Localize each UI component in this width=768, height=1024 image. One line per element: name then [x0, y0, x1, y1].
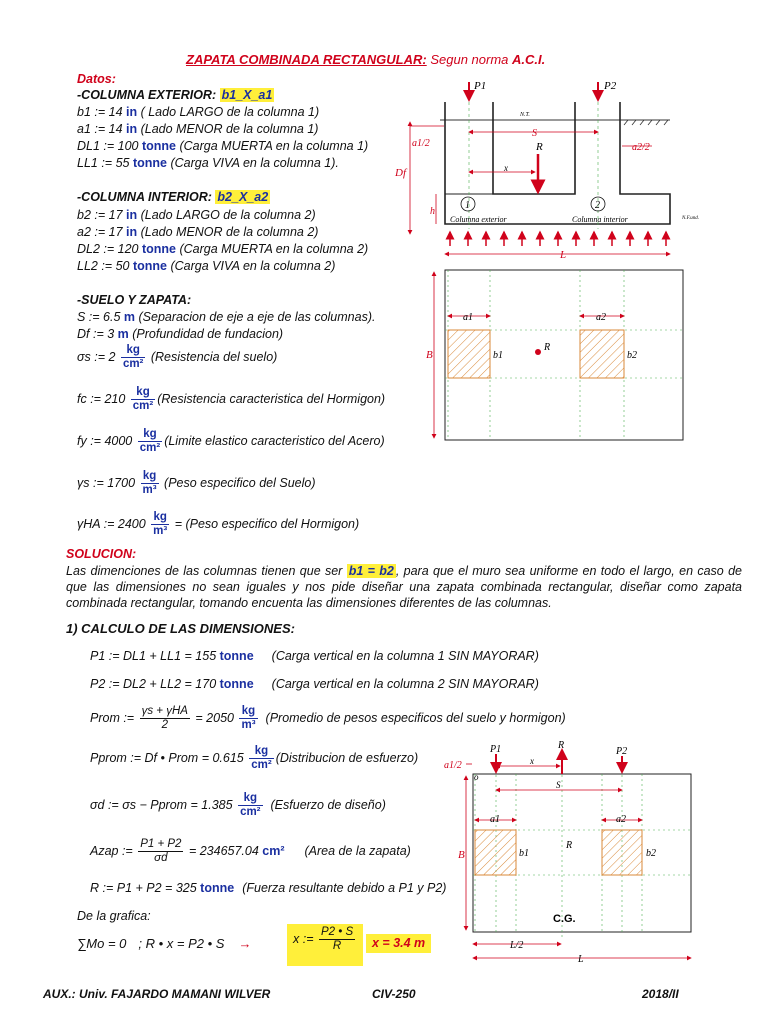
calc-pprom-lhs: Pprom := Df • Prom = 0.615	[90, 750, 248, 765]
cg-p1-label: P1	[490, 744, 502, 755]
calc-moment-eq	[77, 935, 251, 952]
cg-origin-label: o	[474, 772, 479, 782]
var-dl2	[77, 241, 368, 258]
a1-unit: in	[126, 122, 138, 136]
b2-unit: in	[126, 208, 138, 222]
b1-plan-label: b1	[493, 350, 503, 361]
var-a2	[77, 224, 318, 241]
fc-units	[131, 386, 155, 413]
b1-lhs: b1 := 14	[77, 105, 126, 119]
fy-desc: (Limite elastico caracteristico del Acero)	[164, 433, 385, 448]
fy-lhs: fy := 4000	[77, 433, 136, 448]
title-norm: A.C.I.	[512, 52, 546, 67]
df-unit: m	[117, 327, 129, 341]
fy-den: cm²	[139, 442, 161, 454]
calc-prom-units	[239, 705, 257, 732]
title-subtitle: Segun norma	[426, 52, 512, 67]
calc-p2	[90, 676, 539, 693]
var-ll1	[77, 155, 339, 172]
solucion-paragraph	[66, 563, 742, 611]
nfund-label: N.F.und.	[682, 216, 699, 221]
calc-pprom-den: cm²	[251, 759, 272, 771]
cg-r2-label: R	[566, 840, 573, 851]
solucion-text-2: , para que el muro sea uniforme en todo el largo, en caso de que las dimensiones no sean iguales y nos pide diseñar una zapata combinada rectangular, diseñar como zapata combinada rectangular, tomando encuenta las dimensiones diferentes de las columnas.	[66, 564, 742, 610]
nt-label: N.T.	[520, 112, 530, 118]
var-b1	[77, 104, 319, 121]
page-title	[186, 52, 545, 67]
var-s	[77, 309, 375, 326]
datos-heading: Datos:	[77, 72, 116, 86]
b2-lhs: b2 := 17	[77, 208, 126, 222]
b2-desc: (Lado LARGO de la columna 2)	[137, 208, 316, 222]
calc-r	[90, 880, 446, 897]
sigma-s-lhs: σs := 2	[77, 349, 119, 364]
gamma-s-units	[141, 470, 159, 497]
var-gamma-s	[77, 470, 316, 497]
p2-label: P2	[604, 80, 617, 92]
calc-p1-unit: tonne	[219, 649, 254, 663]
calc-pprom-desc: (Distribucion de esfuerzo)	[275, 750, 419, 765]
sigma-s-units	[121, 344, 145, 371]
cg-a1-half-label: a1/2	[444, 760, 462, 771]
x-formula-fraction	[319, 926, 355, 953]
var-ll2	[77, 258, 335, 275]
h-label: h	[430, 206, 435, 217]
calc-pprom-num: kg	[249, 745, 273, 759]
x-formula-den: R	[332, 940, 342, 952]
a2-desc: (Lado MENOR de la columna 2)	[137, 225, 319, 239]
calc-prom-lhs: Prom :=	[90, 710, 138, 725]
calc-arrow: →	[238, 936, 252, 951]
calc-prom-fden: 2	[161, 719, 168, 731]
cg-column-1	[475, 830, 516, 875]
col-ext-heading-text: -COLUMNA EXTERIOR:	[77, 88, 220, 102]
b1-unit: in	[126, 105, 138, 119]
cg-label: C.G.	[553, 913, 576, 925]
sigma-s-num: kg	[121, 344, 145, 358]
solucion-text-1: Las dimenciones de las columnas tienen que ser	[66, 564, 347, 578]
col1-number: 1	[465, 200, 470, 211]
calc-sigma-d-num: kg	[238, 792, 262, 806]
calc-p1-desc: (Carga vertical en la columna 1 SIN MAYORAR)	[271, 649, 539, 663]
cg-s-label: S	[556, 780, 561, 790]
cg-b2-label: b2	[646, 848, 656, 859]
col2-text: Columna interior	[572, 215, 628, 224]
gamma-ha-lhs: γHA := 2400	[77, 516, 150, 531]
x-result-box: x = 3.4 m	[366, 934, 431, 953]
dl2-desc: (Carga MUERTA en la columna 2)	[176, 242, 369, 256]
r-label: R	[536, 141, 543, 153]
calc-azap-fraction	[138, 838, 183, 865]
calc-prom	[90, 705, 566, 732]
a2-half-label: a2/2	[632, 142, 650, 153]
x-formula-lhs: x :=	[293, 932, 317, 946]
var-gamma-ha	[77, 511, 359, 538]
calc-azap-fden: σd	[154, 852, 168, 864]
grafica-label: De la grafica:	[77, 909, 151, 923]
dl1-desc: (Carga MUERTA en la columna 1)	[176, 139, 369, 153]
calc-p2-desc: (Carga vertical en la columna 2 SIN MAYORAR)	[271, 677, 539, 691]
a2-lhs: a2 := 17	[77, 225, 126, 239]
ll1-unit: tonne	[132, 156, 167, 170]
cg-x-label: x	[530, 756, 534, 766]
calc-r-desc: (Fuerza resultante debido a P1 y P2)	[242, 881, 447, 895]
calc-prom-mid: = 2050	[191, 710, 238, 725]
p1-label: P1	[474, 80, 487, 92]
calc-sigma-d	[90, 792, 386, 819]
gamma-ha-desc: = (Peso especifico del Hormigon)	[171, 516, 360, 531]
calc-mo: ∑Mo = 0	[77, 936, 127, 951]
fy-units	[138, 428, 162, 455]
calc-prom-den: m³	[241, 719, 256, 731]
footer-term: 2018/II	[642, 987, 679, 1001]
calc-prom-fnum: γs + γHA	[141, 705, 188, 717]
resultant-point	[535, 349, 541, 355]
dl2-unit: tonne	[141, 242, 177, 256]
ll1-desc: (Carga VIVA en la columna 1).	[166, 156, 339, 170]
var-df	[77, 326, 283, 343]
col1-text: Columna exterior	[450, 215, 507, 224]
calc-p2-lhs: P2 := DL2 + LL2 = 170	[90, 677, 220, 691]
calc-azap-lhs: Azap :=	[90, 843, 137, 858]
solucion-condition: b1 = b2	[348, 564, 394, 578]
col-ext-heading	[77, 87, 274, 104]
calc-prom-num: kg	[239, 705, 257, 719]
calc-r-lhs: R := P1 + P2 = 325	[90, 881, 201, 895]
b2-plan-label: b2	[627, 350, 637, 361]
cg-diagram	[440, 740, 700, 965]
calc-sigma-d-lhs: σd := σs − Pprom = 1.385	[90, 797, 237, 812]
s-desc: (Separacion de eje a eje de las columnas).	[135, 310, 376, 324]
a2-unit: in	[126, 225, 138, 239]
footer-author: AUX.: Univ. FAJARDO MAMANI WILVER	[43, 987, 271, 1001]
col-int-heading-text: -COLUMNA INTERIOR:	[77, 190, 216, 204]
gamma-s-den: m³	[142, 484, 157, 496]
calc-pprom-units	[249, 745, 273, 772]
calc-rx: ; R • x = P2 • S	[138, 936, 225, 951]
gamma-ha-units	[151, 511, 169, 538]
fc-den: cm²	[132, 400, 154, 412]
sigma-s-desc: (Resistencia del suelo)	[147, 349, 278, 364]
calc-prom-desc: (Promedio de pesos especificos del suelo y hormigon)	[265, 710, 566, 725]
calc-azap-mid: = 234657.04	[185, 843, 263, 858]
cg-p2-label: P2	[616, 746, 628, 757]
fc-lhs: fc := 210	[77, 391, 129, 406]
gamma-ha-den: m³	[153, 525, 168, 537]
s-unit: m	[123, 310, 136, 324]
a1-half-label: a1/2	[412, 138, 430, 149]
l-label: L	[560, 249, 567, 261]
var-fy	[77, 428, 385, 455]
dl2-lhs: DL2 := 120	[77, 242, 142, 256]
col-int-tag: b2_X_a2	[217, 190, 269, 204]
var-fc	[77, 386, 385, 413]
calc-r-unit: tonne	[200, 881, 235, 895]
col-int-heading	[77, 189, 270, 206]
calc-sigma-d-units	[238, 792, 262, 819]
ll1-lhs: LL1 := 55	[77, 156, 133, 170]
calc-sigma-d-den: cm²	[240, 806, 261, 818]
gamma-s-desc: (Peso especifico del Suelo)	[160, 475, 316, 490]
cg-b1-label: b1	[519, 848, 529, 859]
ll2-lhs: LL2 := 50	[77, 259, 133, 273]
fc-num: kg	[131, 386, 155, 400]
calc-heading: 1) CALCULO DE LAS DIMENSIONES:	[66, 621, 295, 636]
a2-plan-label: a2	[596, 312, 606, 323]
var-a1	[77, 121, 318, 138]
calc-p2-unit: tonne	[219, 677, 254, 691]
ll2-unit: tonne	[132, 259, 167, 273]
column-1-plan	[448, 330, 490, 378]
dl1-lhs: DL1 := 100	[77, 139, 142, 153]
sigma-s-den: cm²	[122, 358, 144, 370]
calc-azap	[90, 838, 411, 865]
ll2-desc: (Carga VIVA en la columna 2)	[166, 259, 336, 273]
s-label: S	[532, 128, 537, 139]
cg-a1-label: a1	[490, 814, 500, 825]
cg-column-2	[602, 830, 642, 875]
a1-lhs: a1 := 14	[77, 122, 126, 136]
calc-pprom	[90, 745, 418, 772]
var-dl1	[77, 138, 368, 155]
x-formula-box	[287, 924, 363, 966]
dl1-unit: tonne	[141, 139, 177, 153]
calc-azap-desc: (Area de la zapata)	[304, 843, 411, 858]
r-plan-label: R	[544, 342, 551, 353]
cg-b-label: B	[458, 849, 465, 861]
col2-number: 2	[595, 200, 600, 211]
a1-plan-label: a1	[463, 312, 473, 323]
b-plan-label: B	[426, 349, 433, 361]
var-sigma-s	[77, 344, 277, 371]
fy-num: kg	[138, 428, 162, 442]
cg-l-label: L	[578, 954, 584, 965]
title-main: ZAPATA COMBINADA RECTANGULAR:	[186, 52, 427, 67]
ground-hatch	[624, 120, 668, 125]
calc-p1-lhs: P1 := DL1 + LL1 = 155	[90, 649, 220, 663]
soil-pressure-arrows	[450, 232, 666, 246]
gamma-s-num: kg	[141, 470, 159, 484]
calc-azap-fnum: P1 + P2	[140, 838, 182, 850]
calc-sigma-d-desc: (Esfuerzo de diseño)	[270, 797, 386, 812]
gamma-ha-num: kg	[151, 511, 169, 525]
df-lhs: Df := 3	[77, 327, 118, 341]
x-label: x	[504, 163, 508, 173]
calc-p1	[90, 648, 539, 665]
cg-a2-label: a2	[616, 814, 626, 825]
plan-diagram	[420, 266, 690, 446]
s-lhs: S := 6.5	[77, 310, 124, 324]
calc-azap-unit: cm²	[262, 843, 285, 858]
column-2-plan	[580, 330, 624, 378]
elevation-diagram	[370, 74, 700, 264]
df-desc: (Profundidad de fundacion)	[128, 327, 284, 341]
df-label: Df	[395, 167, 406, 179]
fc-desc: (Resistencia caracteristica del Hormigon)	[157, 391, 386, 406]
cg-l-half-label: L/2	[510, 940, 524, 951]
col-ext-tag: b1_X_a1	[221, 88, 273, 102]
var-b2	[77, 207, 316, 224]
footer-course: CIV-250	[372, 987, 416, 1001]
suelo-heading: -SUELO Y ZAPATA:	[77, 293, 192, 307]
a1-desc: (Lado MENOR de la columna 1)	[137, 122, 319, 136]
cg-r-label: R	[558, 740, 565, 751]
solucion-heading: SOLUCION:	[66, 547, 137, 561]
gamma-s-lhs: γs := 1700	[77, 475, 139, 490]
calc-prom-fraction	[140, 705, 190, 732]
x-formula-num: P2 • S	[320, 926, 354, 938]
b1-desc: ( Lado LARGO de la columna 1)	[137, 105, 320, 119]
